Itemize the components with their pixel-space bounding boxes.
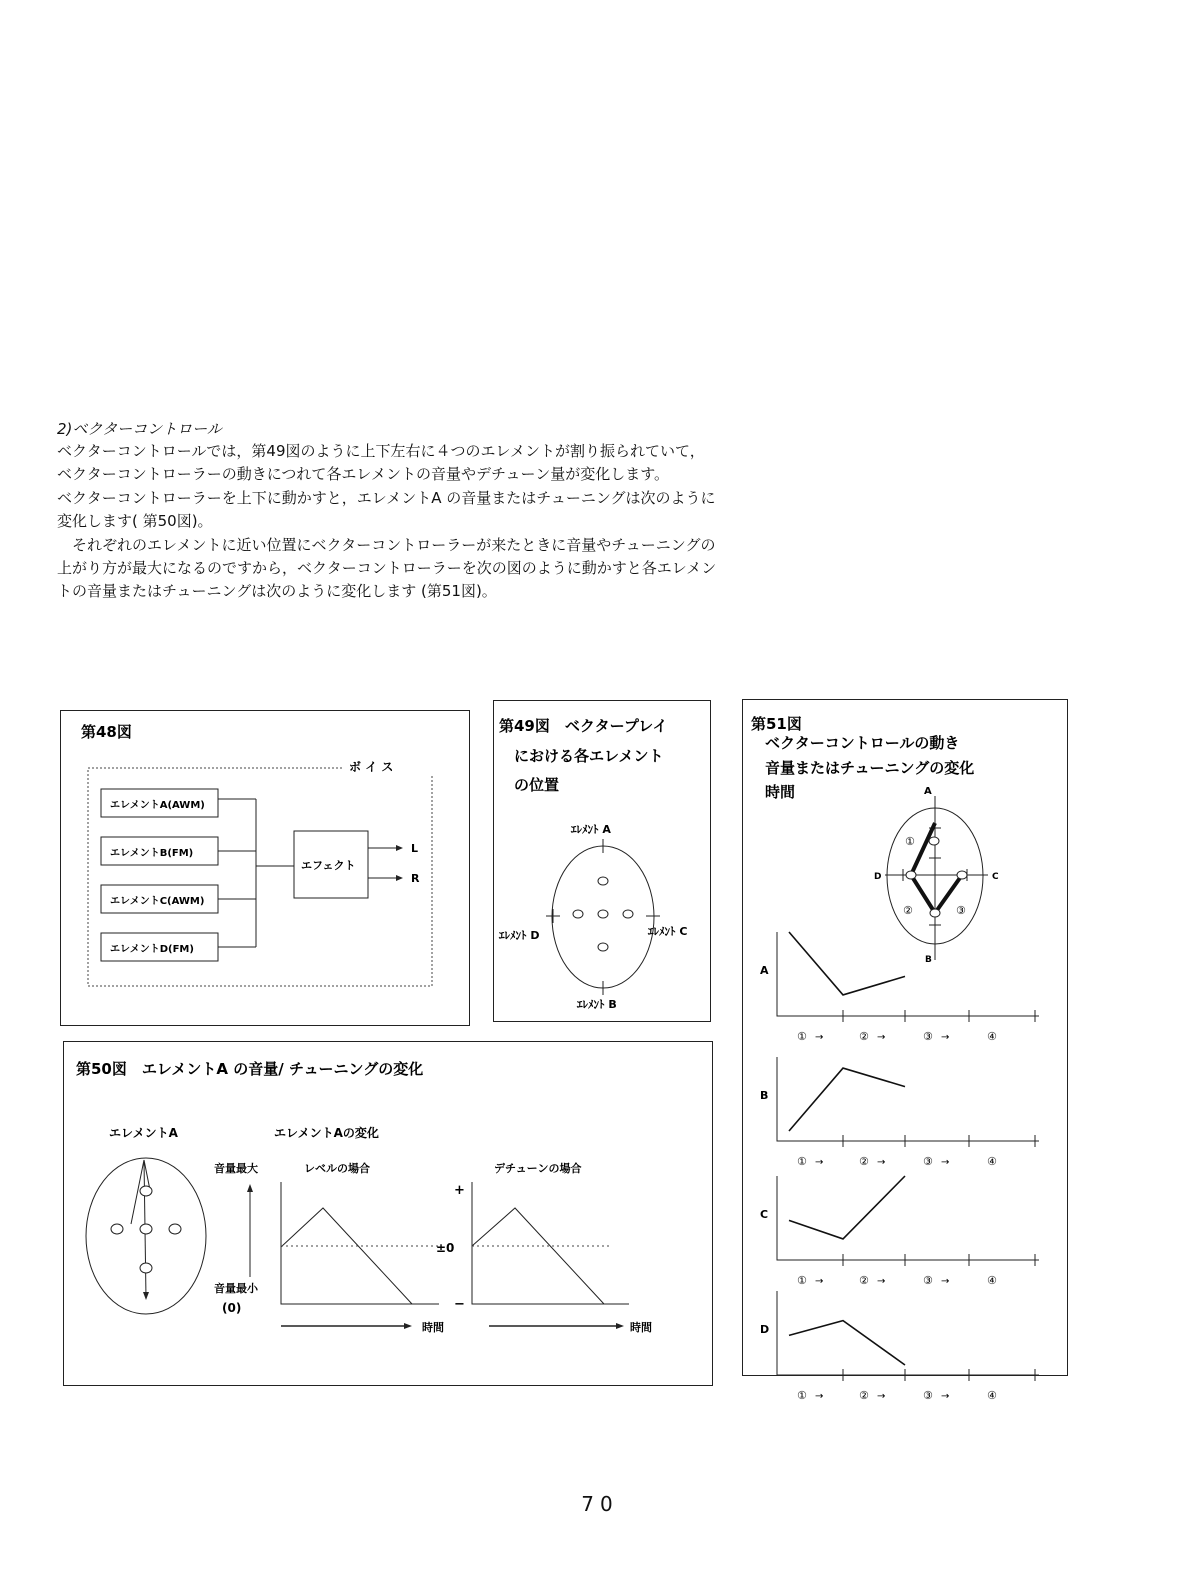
graph-d-mark-2: ② [859,1389,869,1402]
time-arrowhead-1 [404,1323,412,1329]
vol-max-label: 音量最大 [214,1162,258,1175]
figure-48 [60,710,470,1026]
graph-c-label: C [760,1208,769,1221]
fig51-diagram [743,700,1066,1402]
graph-b-mark-2: ② [859,1155,869,1168]
graph-c-arrow-2: → [877,1276,886,1287]
vector-path [911,823,962,913]
paragraph-1: ベクターコントロールでは，第49図のように上下左右に４つのエレメントが割り振られていて，ベクターコントローラーの動きにつれて各エレメントの音量やデチューン量が変化します。 [57,442,705,484]
vec-axis-a: A [924,786,932,797]
graph-a-arrow-2: → [877,1032,886,1043]
graph-a-line [789,932,905,995]
graph-d-arrow-1: → [815,1391,824,1402]
graph-c-mark-4: ④ [987,1274,997,1287]
graph-a-arrow-1: → [815,1032,824,1043]
graph-b-arrow-1: → [815,1157,824,1168]
fig49-label-d: ｴﾚﾒﾝﾄ D [499,929,540,942]
fig48-title: 第48図 [81,723,132,741]
graph-b-arrow-2: → [877,1157,886,1168]
zero-label: (0) [222,1301,242,1315]
vec-axis-c: C [992,872,999,882]
graph-b-line [789,1068,905,1131]
element-c-label: エレメントC(AWM) [110,896,205,907]
vec-mark-3: ③ [956,904,966,917]
level-axes [281,1182,439,1304]
voice-label: ボ イ ス [349,760,394,774]
fig51-line1: ベクターコントロールの動き [765,734,960,752]
graph-c-line [789,1176,905,1239]
out-r-label: R [411,872,420,885]
graph-d-mark-4: ④ [987,1389,997,1402]
fig48-diagram [61,711,468,1024]
effect-label: エフェクト [301,859,356,872]
fig49-ticks [546,839,660,995]
graph-d-mark-1: ① [797,1389,807,1402]
figure-51 [742,699,1068,1402]
fig50-circles [111,1186,181,1273]
graph-a-mark-1: ① [797,1030,807,1043]
graph-b-label: B [760,1089,769,1102]
paragraph-2: ベクターコントローラーを上下に動かすと，エレメントA の音量またはチューニングは次のように変化します( 第50図)。 [57,488,716,531]
time-label-2: 時間 [630,1321,652,1334]
level-line [281,1208,412,1304]
graph-c-mark-3: ③ [923,1274,933,1287]
fig51-line3: 時間 [765,783,796,801]
figure-50 [63,1041,713,1386]
fig51-title: 第51図 [751,715,802,733]
fig51-graphs [760,932,1039,1402]
vec-axis-d: D [874,872,882,882]
arrow-r [396,875,403,881]
fig49-label-c: ｴﾚﾒﾝﾄ C [648,925,688,938]
graph-c-mark-1: ① [797,1274,807,1287]
graph-d-arrow-3: → [941,1391,950,1402]
vol-axis-arrow [247,1184,253,1192]
graph-a-arrow-3: → [941,1032,950,1043]
time-label-1: 時間 [422,1321,444,1334]
graph-b-mark-3: ③ [923,1155,933,1168]
detune-case-label: デチューンの場合 [494,1162,582,1175]
graph-d-arrow-2: → [877,1391,886,1402]
vec-axis-b: B [925,955,932,965]
page-number: 70 [581,1492,619,1516]
fig50-element-label: エレメントA [109,1126,178,1140]
section-heading: 2)ベクターコントロール [57,420,222,438]
graph-d-mark-3: ③ [923,1389,933,1402]
fig50-down-arrow [143,1292,149,1300]
vol-min-label: 音量最小 [214,1282,258,1295]
graph-a-mark-3: ③ [923,1030,933,1043]
graph-c-arrow-1: → [815,1276,824,1287]
vec-mark-2: ② [903,904,913,917]
element-b-label: エレメントB(FM) [110,848,194,859]
vec-mark-1: ① [905,835,915,848]
fig49-label-a: ｴﾚﾒﾝﾄ A [571,823,611,836]
graph-c-mark-2: ② [859,1274,869,1287]
fig49-title-2: における各エレメント [514,747,664,765]
vector-ellipse [552,846,654,988]
time-arrowhead-2 [616,1323,624,1329]
arrow-l [396,845,403,851]
fig49-diagram [494,701,709,1020]
minus-label: − [454,1297,465,1312]
fig49-title-3: の位置 [514,776,560,794]
fig51-crosshair [885,796,988,960]
level-case-label: レベルの場合 [304,1162,370,1175]
figure-49 [493,700,711,1022]
element-positions [573,877,633,951]
fig50-title: 第50図 エレメントA の音量/ チューニングの変化 [76,1060,424,1078]
graph-d-label: D [760,1323,770,1336]
graph-a-axes [777,932,1039,1016]
out-l-label: L [411,842,419,855]
plus-label: + [454,1183,465,1198]
graph-c-axes [777,1176,1039,1260]
graph-b-arrow-3: → [941,1157,950,1168]
element-d-label: エレメントD(FM) [110,944,194,955]
body-text [57,440,717,604]
graph-d-axes [777,1291,1039,1375]
graph-a-label: A [760,964,769,977]
graph-a-mark-4: ④ [987,1030,997,1043]
graph-b-mark-1: ① [797,1155,807,1168]
fig50-change-label: エレメントAの変化 [274,1126,379,1140]
fig51-line2: 音量またはチューニングの変化 [765,759,975,777]
graph-b-mark-4: ④ [987,1155,997,1168]
element-a-label: エレメントA(AWM) [110,800,205,811]
pm0-label: ±0 [436,1241,455,1255]
paragraph-3: それぞれのエレメントに近い位置にベクターコントローラーが来たときに音量やチューニングの上がり方が最大になるのですから，ベクターコントローラーを次の図のように動かすと各エレメントの音量またはチューニングは次のように変化します (第51図)。 [57,535,717,601]
graph-a-mark-2: ② [859,1030,869,1043]
fig50-diagram [64,1042,711,1384]
fig49-label-b: ｴﾚﾒﾝﾄ B [577,998,617,1011]
graph-c-arrow-3: → [941,1276,950,1287]
detune-axes [472,1182,629,1304]
fig49-title-1: 第49図 ベクタープレイ [499,717,668,735]
detune-line [472,1208,604,1304]
graph-d-line [789,1321,905,1365]
